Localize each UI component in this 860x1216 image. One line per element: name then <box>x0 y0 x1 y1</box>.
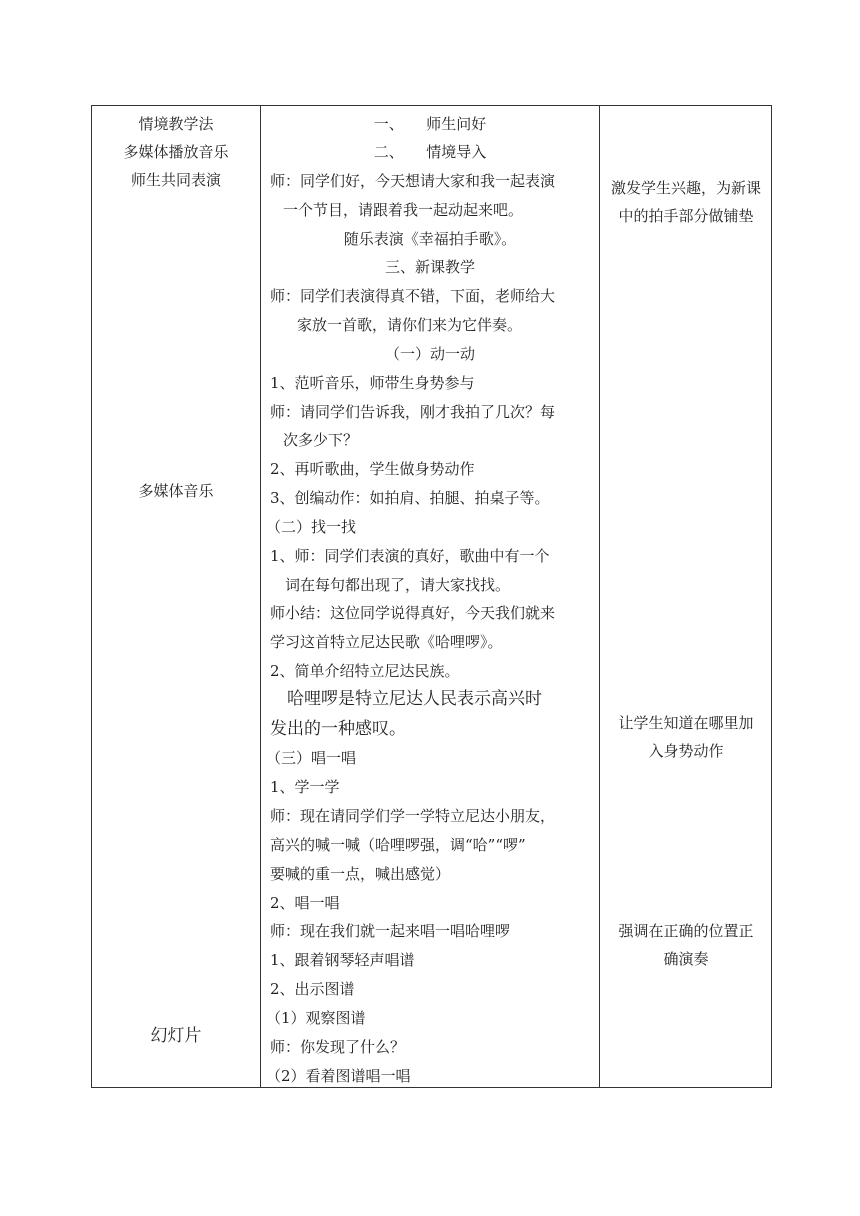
process-line: 发出的一种感叹。 <box>270 719 406 739</box>
section-heading: 二、 情境导入 <box>373 143 487 161</box>
method-column <box>92 106 260 1087</box>
process-line: 2、唱一唱 <box>270 894 340 912</box>
process-line: 学习这首特立尼达民歌《哈哩啰》。 <box>270 633 503 651</box>
process-line: 师：同学们表演得真不错，下面，老师给大 <box>270 287 556 305</box>
process-line: 哈哩啰是特立尼达人民表示高兴时 <box>287 689 542 709</box>
intent-line: 激发学生兴趣，为新课 <box>610 179 761 197</box>
intent-line: 入身势动作 <box>648 742 724 760</box>
intent-line: 中的拍手部分做铺垫 <box>618 207 754 225</box>
method-line: 多媒体播放音乐 <box>123 143 229 161</box>
intent-line: 让学生知道在哪里加 <box>618 714 754 732</box>
process-line: 1、学一学 <box>270 778 340 796</box>
lesson-plan-table <box>91 105 772 1088</box>
intent-line: 强调在正确的位置正 <box>618 922 754 940</box>
process-line: 2、简单介绍特立尼达民族。 <box>270 662 460 680</box>
process-line: 要喊的重一点，喊出感觉） <box>270 865 451 883</box>
process-line: 随乐表演《幸福拍手歌》。 <box>343 230 517 248</box>
media-label: 多媒体音乐 <box>138 482 214 500</box>
section-heading: 一、 师生问好 <box>373 115 487 133</box>
process-line: 家放一首歌，请你们来为它伴奏。 <box>297 316 523 334</box>
sub-heading: （一）动一动 <box>384 345 475 363</box>
process-line: 次多少下？ <box>283 431 359 449</box>
process-line: 1、师：同学们表演的真好，歌曲中有一个 <box>270 547 550 565</box>
process-line: 师：你发现了什么？ <box>270 1038 406 1056</box>
process-line: 2、出示图谱 <box>270 980 355 998</box>
slides-label: 幻灯片 <box>150 1026 202 1046</box>
process-line: 1、跟着钢琴轻声唱谱 <box>270 951 415 969</box>
method-line: 师生共同表演 <box>130 171 221 189</box>
sub-heading: （二）找一找 <box>266 518 357 536</box>
intent-column <box>600 106 772 1087</box>
process-line: 2、再听歌曲，学生做身势动作 <box>270 460 475 478</box>
section-heading: 三、新课教学 <box>384 258 475 276</box>
process-line: （1）观察图谱 <box>266 1009 366 1027</box>
process-line: 师：现在请同学们学一学特立尼达小朋友， <box>270 807 556 825</box>
process-line: 词在每句都出现了，请大家找找。 <box>285 576 511 594</box>
sub-heading: （三）唱一唱 <box>266 749 357 767</box>
process-line: 高兴的喊一喊（哈哩啰强，调“哈”“啰” <box>270 836 526 854</box>
process-line: 1、范听音乐，师带生身势参与 <box>270 374 475 392</box>
process-line: 师小结：这位同学说得真好，今天我们就来 <box>270 604 556 622</box>
process-line: 师：请同学们告诉我，刚才我拍了几次？每 <box>270 403 556 421</box>
process-column <box>261 106 599 1087</box>
process-line: （2）看着图谱唱一唱 <box>266 1067 411 1085</box>
process-line: 3、创编动作：如拍肩、拍腿、拍桌子等。 <box>270 489 550 507</box>
process-line: 师：同学们好，今天想请大家和我一起表演 <box>270 172 556 190</box>
intent-line: 确演奏 <box>663 950 709 968</box>
process-line: 师：现在我们就一起来唱一唱哈哩啰 <box>270 922 511 940</box>
process-line: 一个节目，请跟着我一起动起来吧。 <box>283 201 524 219</box>
method-line: 情境教学法 <box>138 115 214 133</box>
